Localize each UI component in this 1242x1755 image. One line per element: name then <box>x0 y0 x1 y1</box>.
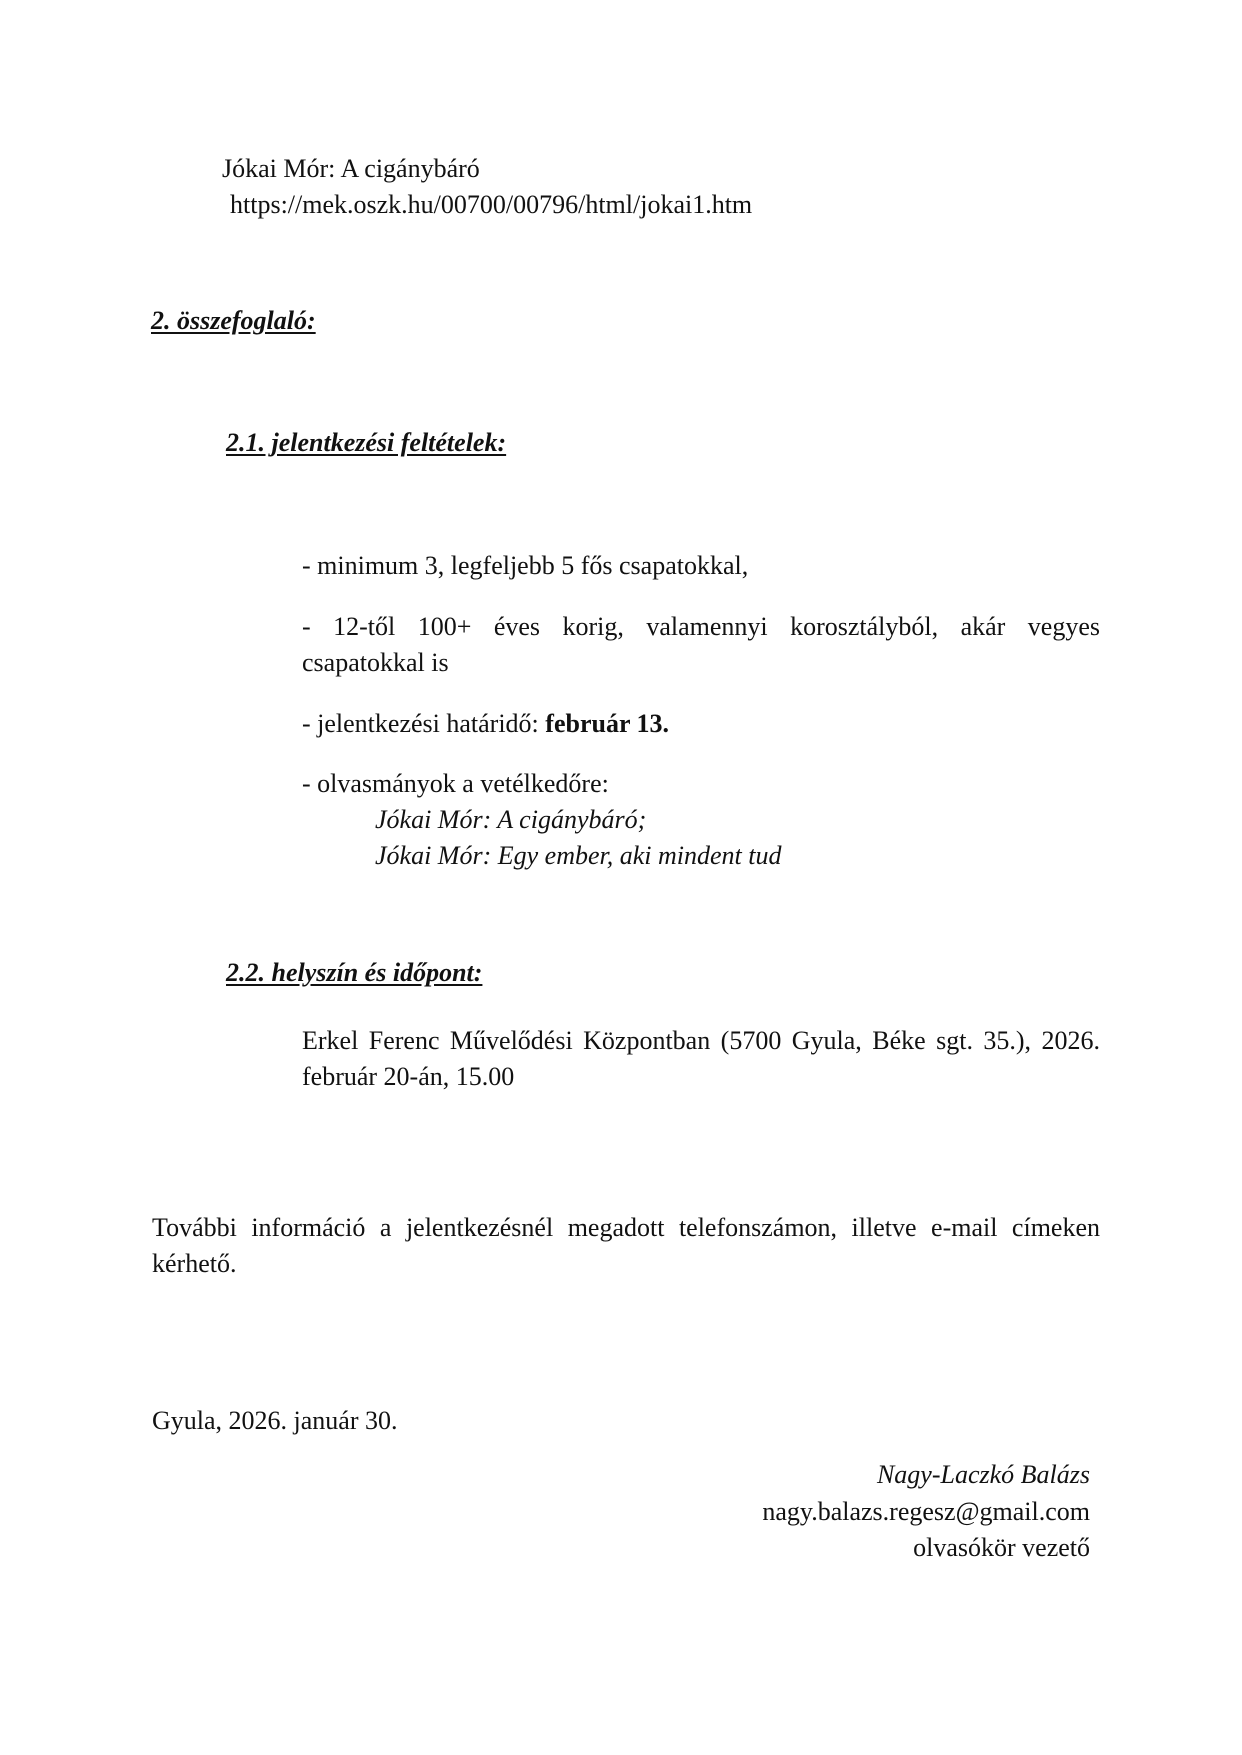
signature-name: Nagy-Laczkó Balázs <box>876 1460 1090 1489</box>
signature-email: nagy.balazs.regesz@gmail.com <box>762 1497 1090 1526</box>
signature-role: olvasókör vezető <box>913 1533 1090 1562</box>
section-heading: 2. összefoglaló: <box>151 306 316 335</box>
venue-text: Erkel Ferenc Művelődési Központban (5700 Gyula, Béke sgt. 35.), 2026. február 20-án, 15.00 <box>302 1026 1100 1091</box>
readings-label: - olvasmányok a vetélkedőre: <box>302 769 609 798</box>
place-date: Gyula, 2026. január 30. <box>152 1406 398 1435</box>
reference-title: Jókai Mór: A cigánybáró <box>222 154 480 183</box>
reading-item: Jókai Mór: A cigánybáró; <box>375 805 647 834</box>
reading-item: Jókai Mór: Egy ember, aki mindent tud <box>375 841 782 870</box>
info-text: További információ a jelentkezésnél megadott telefonszámon, illetve e-mail címeken kérhető. <box>152 1213 1100 1278</box>
reference-url: https://mek.oszk.hu/00700/00796/html/jokai1.htm <box>230 190 753 219</box>
subsection-heading-conditions: 2.1. jelentkezési feltételek: <box>226 428 507 457</box>
deadline-value: február 13. <box>545 709 670 738</box>
subsection-heading-venue: 2.2. helyszín és időpont: <box>226 958 483 987</box>
condition-item: - minimum 3, legfeljebb 5 fős csapatokkal, <box>302 551 749 580</box>
deadline-item <box>302 706 669 742</box>
condition-item: - 12-től 100+ éves korig, valamennyi korosztályból, akár vegyes csapatokkal is <box>302 612 1100 677</box>
deadline-label: - jelentkezési határidő: <box>302 709 546 738</box>
